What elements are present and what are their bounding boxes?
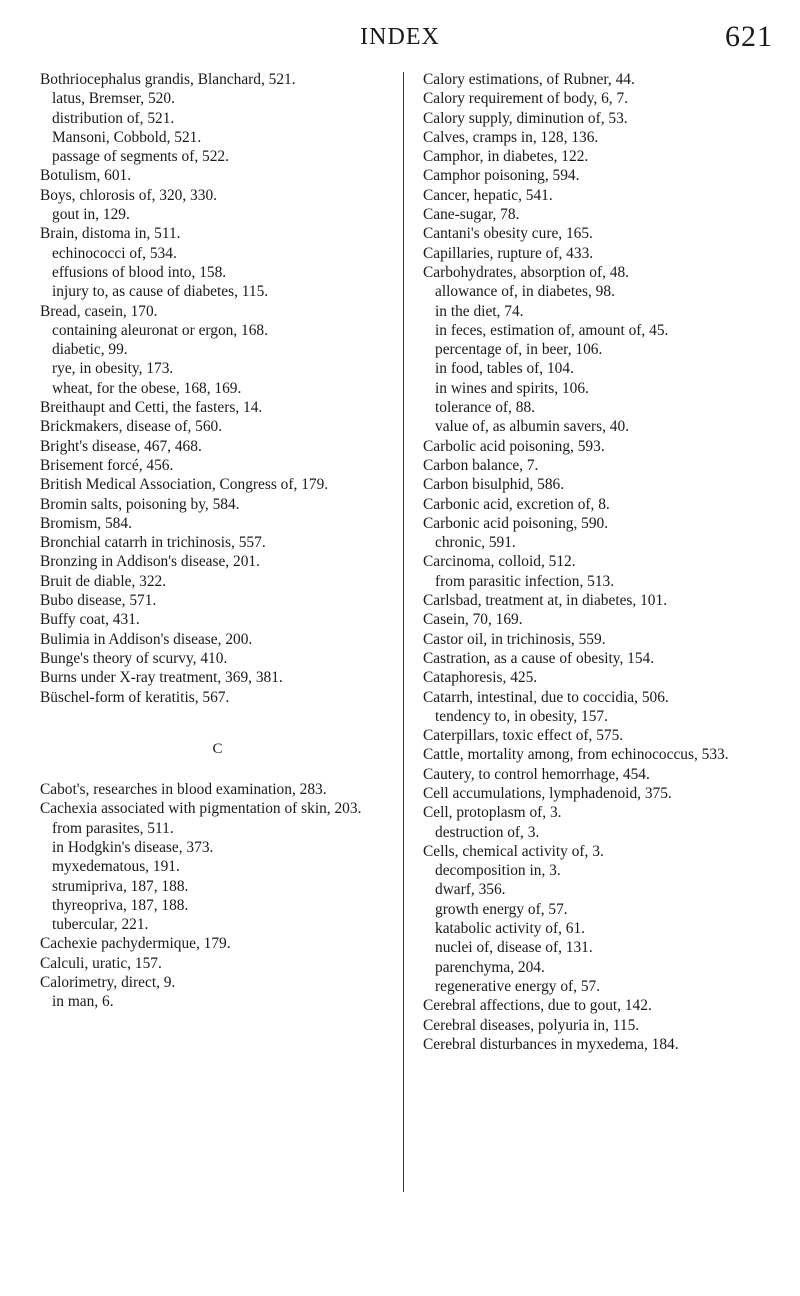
index-entry: Carbon balance, 7. (423, 456, 539, 474)
index-subentry: distribution of, 521. (52, 109, 175, 127)
index-entry: Bubo disease, 571. (40, 592, 157, 610)
index-entry: Carbohydrates, absorption of, 48. (423, 263, 630, 281)
index-entry: Breithaupt and Cetti, the fasters, 14. (40, 399, 263, 417)
index-subentry: in wines and spirits, 106. (435, 379, 589, 397)
index-entry: Brickmakers, disease of, 560. (40, 418, 223, 436)
entries-c (40, 780, 395, 1012)
index-subentry: value of, as albumin savers, 40. (435, 418, 630, 436)
index-entry: Capillaries, rupture of, 433. (423, 244, 594, 262)
index-entry: Buffy coat, 431. (40, 611, 140, 629)
index-subentry: in Hodgkin's disease, 373. (52, 838, 214, 856)
page-number: 621 (725, 20, 773, 53)
index-subentry: tubercular, 221. (52, 916, 149, 934)
index-entry: Camphor poisoning, 594. (423, 167, 580, 185)
index-subentry: destruction of, 3. (435, 823, 540, 841)
index-subentry: gout in, 129. (52, 206, 130, 224)
index-subentry: passage of segments of, 522. (52, 148, 229, 166)
index-entry: Bruit de diable, 322. (40, 572, 167, 590)
index-subentry: parenchyma, 204. (435, 958, 545, 976)
running-title: INDEX (360, 24, 440, 50)
index-entry: Calorimetry, direct, 9. (40, 974, 176, 992)
index-entry: Cerebral diseases, polyuria in, 115. (423, 1016, 640, 1034)
index-subentry: from parasitic infection, 513. (435, 572, 615, 590)
index-entry: Bronchial catarrh in trichinosis, 557. (40, 534, 266, 552)
index-entry: Cells, chemical activity of, 3. (423, 842, 604, 860)
index-subentry: dwarf, 356. (435, 881, 506, 899)
index-subentry: regenerative energy of, 57. (435, 977, 601, 995)
index-entry: Bunge's theory of scurvy, 410. (40, 649, 228, 667)
index-entry: Büschel-form of keratitis, 567. (40, 688, 230, 706)
index-subentry: tolerance of, 88. (435, 399, 535, 417)
index-entry: Cell, protoplasm of, 3. (423, 804, 562, 822)
index-entry: Cachexia associated with pigmentation of skin, 203. (40, 800, 362, 818)
index-entry: Botulism, 601. (40, 167, 132, 185)
column-divider (403, 72, 404, 1192)
index-subentry: allowance of, in diabetes, 98. (435, 283, 615, 301)
index-subentry: in feces, estimation of, amount of, 45. (435, 321, 669, 339)
index-subentry: effusions of blood into, 158. (52, 263, 227, 281)
index-entry: Calves, cramps in, 128, 136. (423, 128, 599, 146)
index-entry: Bromin salts, poisoning by, 584. (40, 495, 240, 513)
index-subentry: growth energy of, 57. (435, 900, 568, 918)
section-letter-heading: C (212, 740, 223, 757)
index-subentry: decomposition in, 3. (435, 862, 561, 880)
index-subentry: latus, Bremser, 520. (52, 90, 175, 108)
index-entry: Cataphoresis, 425. (423, 669, 538, 687)
index-entry: Bronzing in Addison's disease, 201. (40, 553, 260, 571)
index-entry: Cachexie pachydermique, 179. (40, 935, 231, 953)
index-entry: Burns under X-ray treatment, 369, 381. (40, 669, 283, 687)
index-entry: Calory estimations, of Rubner, 44. (423, 71, 635, 88)
index-entry: Carcinoma, colloid, 512. (423, 553, 576, 571)
index-entry: Bulimia in Addison's disease, 200. (40, 630, 253, 648)
index-entry: Brain, distoma in, 511. (40, 225, 181, 243)
index-subentry: containing aleuronat or ergon, 168. (52, 321, 268, 339)
index-subentry: nuclei of, disease of, 131. (435, 939, 593, 957)
index-entry: Carbonic acid poisoning, 590. (423, 514, 609, 532)
index-subentry: echinococci of, 534. (52, 244, 177, 262)
index-entry: Carbon bisulphid, 586. (423, 476, 565, 494)
index-subentry: tendency to, in obesity, 157. (435, 707, 608, 725)
entries-right (423, 70, 783, 1054)
index-entry: Catarrh, intestinal, due to coccidia, 506. (423, 688, 669, 706)
index-entry: Bromism, 584. (40, 514, 132, 532)
index-entry: Carbonic acid, excretion of, 8. (423, 495, 610, 513)
index-subentry: percentage of, in beer, 106. (435, 341, 603, 359)
index-entry: Cancer, hepatic, 541. (423, 186, 553, 204)
index-entry: Cantani's obesity cure, 165. (423, 225, 593, 243)
index-entry: Cautery, to control hemorrhage, 454. (423, 765, 650, 783)
index-subentry: Mansoni, Cobbold, 521. (52, 128, 202, 146)
index-entry: Camphor, in diabetes, 122. (423, 148, 589, 166)
index-entry: Cattle, mortality among, from echinococcus, 533. (423, 746, 729, 764)
index-subentry: rye, in obesity, 173. (52, 360, 174, 378)
index-subentry: in man, 6. (52, 993, 114, 1011)
index-entry: Cane-sugar, 78. (423, 206, 520, 224)
index-entry: Bright's disease, 467, 468. (40, 437, 202, 455)
index-entry: Casein, 70, 169. (423, 611, 523, 629)
index-entry: British Medical Association, Congress of, 179. (40, 476, 329, 494)
right-column (423, 70, 783, 1054)
index-entry: Calory supply, diminution of, 53. (423, 109, 628, 127)
index-subentry: strumipriva, 187, 188. (52, 877, 189, 895)
index-entry: Castration, as a cause of obesity, 154. (423, 649, 655, 667)
index-subentry: chronic, 591. (435, 534, 516, 552)
index-entry: Cabot's, researches in blood examination, 283. (40, 781, 327, 799)
index-entry: Castor oil, in trichinosis, 559. (423, 630, 606, 648)
index-entry: Calory requirement of body, 6, 7. (423, 90, 629, 108)
index-subentry: thyreopriva, 187, 188. (52, 896, 189, 914)
index-entry: Carlsbad, treatment at, in diabetes, 101. (423, 592, 668, 610)
index-entry: Cell accumulations, lymphadenoid, 375. (423, 784, 672, 802)
index-subentry: injury to, as cause of diabetes, 115. (52, 283, 269, 301)
index-subentry: myxedematous, 191. (52, 858, 180, 876)
index-subentry: katabolic activity of, 61. (435, 920, 586, 938)
index-entry: Caterpillars, toxic effect of, 575. (423, 727, 624, 745)
index-subentry: in the diet, 74. (435, 302, 524, 320)
index-entry: Carbolic acid poisoning, 593. (423, 437, 605, 455)
index-entry: Cerebral affections, due to gout, 142. (423, 997, 652, 1015)
index-subentry: in food, tables of, 104. (435, 360, 574, 378)
left-column (40, 70, 395, 1012)
index-entry: Cerebral disturbances in myxedema, 184. (423, 1035, 679, 1053)
index-entry: Calculi, uratic, 157. (40, 954, 162, 972)
index-entry: Brisement forcé, 456. (40, 456, 174, 474)
page-header (0, 16, 800, 56)
index-subentry: from parasites, 511. (52, 819, 174, 837)
index-entry: Boys, chlorosis of, 320, 330. (40, 186, 217, 204)
index-subentry: wheat, for the obese, 168, 169. (52, 379, 242, 397)
index-entry: Bothriocephalus grandis, Blanchard, 521. (40, 71, 296, 88)
index-entry: Bread, casein, 170. (40, 302, 158, 320)
entries-b (40, 70, 395, 707)
index-subentry: diabetic, 99. (52, 341, 128, 359)
